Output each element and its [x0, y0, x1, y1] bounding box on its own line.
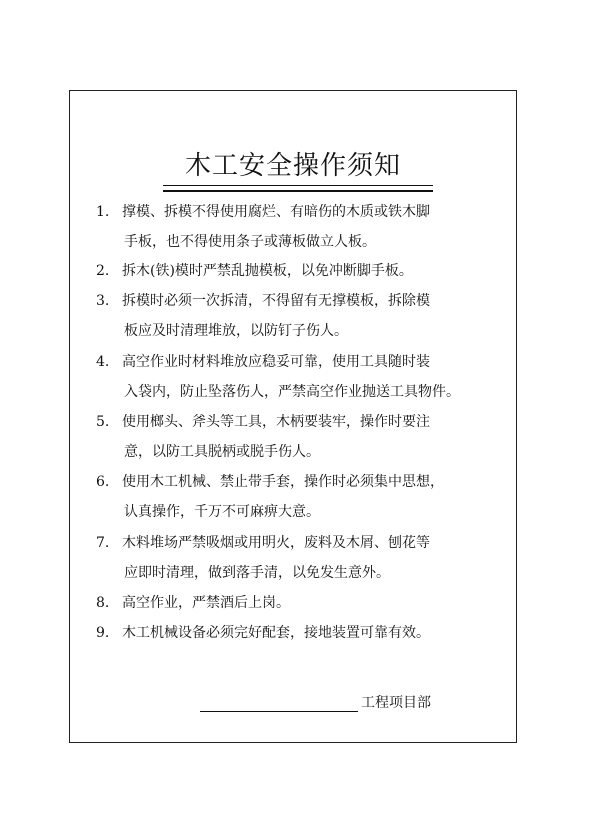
rule-text-line: 手板，也不得使用条子或薄板做立人板。 [124, 234, 376, 250]
notice-title: 木工安全操作须知 [184, 151, 401, 181]
rule-number: 8. [96, 595, 110, 611]
rule-text-line: 木工机械设备必须完好配套，接地装置可靠有效。 [122, 625, 430, 641]
rule-number: 3. [96, 293, 110, 309]
rule-text-line: 拆模时必须一次拆清，不得留有无撑模板，拆除模 [122, 293, 430, 309]
rule-text-line: 应即时清理，做到落手清，以免发生意外。 [124, 565, 390, 581]
title-underline-thick [163, 190, 433, 192]
rule-number: 4. [96, 354, 110, 370]
signature-department: 工程项目部 [361, 695, 431, 711]
rule-text-line: 板应及时清理堆放，以防钉子伤人。 [124, 323, 348, 339]
rule-number: 6. [96, 474, 110, 490]
rule-text-line: 入袋内，防止坠落伤人，严禁高空作业抛送工具物件。 [124, 384, 460, 400]
rule-number: 2. [96, 263, 110, 279]
rule-number: 9. [96, 625, 110, 641]
rule-number: 7. [96, 535, 110, 551]
rule-text-line: 木料堆场严禁吸烟或用明火，废料及木屑、刨花等 [122, 535, 430, 551]
rule-text-line: 使用木工机械、禁止带手套，操作时必须集中思想， [122, 474, 444, 490]
signature-line [200, 711, 358, 712]
rule-number: 1. [96, 204, 110, 220]
rule-text-line: 高空作业时材料堆放应稳妥可靠，使用工具随时装 [122, 354, 430, 370]
notice-board [69, 90, 517, 743]
title-underline-thin [163, 185, 433, 186]
rule-text-line: 高空作业，严禁酒后上岗。 [122, 595, 290, 611]
rule-text-line: 意，以防工具脱柄或脱手伤人。 [124, 444, 320, 460]
rule-text-line: 拆木(铁)模时严禁乱抛模板，以免冲断脚手板。 [122, 263, 413, 279]
rule-text-line: 认真操作，千万不可麻痹大意。 [124, 504, 320, 520]
rule-text-line: 使用榔头、斧头等工具，木柄要装牢，操作时要注 [122, 414, 430, 430]
rule-text-line: 撑模、拆模不得使用腐烂、有暗伤的木质或铁木脚 [122, 204, 430, 220]
rule-number: 5. [96, 414, 110, 430]
